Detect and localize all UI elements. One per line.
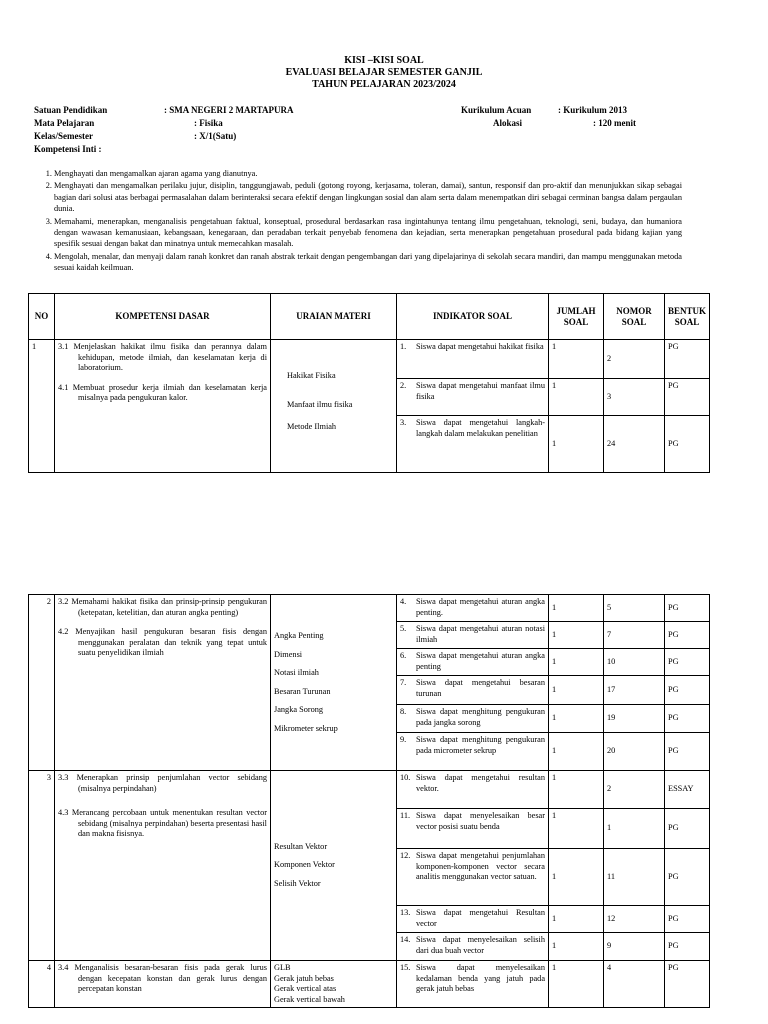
indikator-cell <box>397 676 549 705</box>
materi-item: Mikrometer sekrup <box>274 723 338 733</box>
kd-item: 3.1 Menjelaskan hakikat ilmu fisika dan perannya dalam kehidupan, metode ilmiah, dan keselamatan kerja di laboratorium. <box>58 342 267 372</box>
nomor-cell: 12 <box>604 906 665 933</box>
bentuk-cell: ESSAY <box>665 771 710 809</box>
col-no: NO <box>29 294 55 340</box>
col-nomor-soal: NOMOR SOAL <box>604 294 665 340</box>
mapel-label: Mata Pelajaran <box>34 118 95 128</box>
indikator-cell <box>397 809 549 849</box>
indikator-number: 4. <box>400 597 407 606</box>
indikator-text: Siswa dapat menghitung pengukuran pada jangka sorong <box>416 707 545 727</box>
bentuk-cell: PG <box>665 416 710 473</box>
materi-item: Hakikat Fisika <box>287 371 336 381</box>
materi-item: Angka Penting <box>274 631 324 640</box>
nomor-cell: 19 <box>604 705 665 733</box>
indikator-text: Siswa dapat mengetahui aturan angka penting. <box>416 597 545 617</box>
materi-item: Jangka Sorong <box>274 705 324 714</box>
ki-item: 1. Menghayati dan mengamalkan ajaran agama yang dianutnya. <box>54 168 682 179</box>
materi-item: Besaran Turunan <box>274 686 331 696</box>
indikator-cell <box>397 933 549 961</box>
row-number: 2 <box>29 595 55 771</box>
table-row <box>29 961 710 1008</box>
alokasi-label: Alokasi <box>493 118 523 128</box>
indikator-text: Siswa dapat menyelesaikan kedalaman benda yang jatuh pada gerak jatuh bebas <box>416 963 545 993</box>
jumlah-cell: 1 <box>549 416 604 473</box>
col-kompetensi-dasar: KOMPETENSI DASAR <box>55 294 271 340</box>
kelas-value: : X/1(Satu) <box>194 131 237 141</box>
table-row <box>29 771 710 809</box>
jumlah-cell: 1 <box>549 676 604 705</box>
satuan-label: Satuan Pendidikan <box>34 105 108 115</box>
jumlah-cell: 1 <box>549 622 604 649</box>
nomor-cell: 5 <box>604 595 665 622</box>
nomor-cell: 1 <box>604 809 665 849</box>
indikator-text: Siswa dapat mengetahui resultan vektor. <box>416 773 545 793</box>
indikator-cell <box>397 705 549 733</box>
col-bentuk-soal: BENTUK SOAL <box>665 294 710 340</box>
title-line-3: TAHUN PELAJARAN 2023/2024 <box>312 79 456 90</box>
nomor-cell: 9 <box>604 933 665 961</box>
jumlah-cell: 1 <box>549 379 604 416</box>
jumlah-cell: 1 <box>549 733 604 771</box>
bentuk-cell: PG <box>665 676 710 705</box>
table-row <box>29 340 710 379</box>
indikator-cell <box>397 379 549 416</box>
kd-item: 3.3 Menerapkan prinsip penjumlahan vector sebidang (misalnya perpindahan) <box>58 773 267 793</box>
indikator-number: 12. <box>400 851 411 860</box>
indikator-number: 3. <box>400 418 407 427</box>
indikator-cell <box>397 622 549 649</box>
kompetensi-inti-list <box>34 168 682 275</box>
kisi-table-1 <box>28 293 710 473</box>
col-indikator-soal: INDIKATOR SOAL <box>397 294 549 340</box>
table-row <box>29 595 710 622</box>
materi-item: Dimensi <box>274 649 303 659</box>
kelas-label: Kelas/Semester <box>34 131 93 141</box>
jumlah-cell: 1 <box>549 906 604 933</box>
bentuk-cell: PG <box>665 849 710 906</box>
bentuk-cell: PG <box>665 733 710 771</box>
uraian-materi-cell <box>271 340 397 473</box>
kd-item: 4.2 Menyajikan hasil pengukuran besaran fisis dengan menggunakan peralatan dan teknik yang tepat untuk suatu penyelidikan ilmiah <box>58 627 267 657</box>
indikator-number: 7. <box>400 678 407 687</box>
uraian-materi-cell <box>271 961 397 1008</box>
indikator-cell <box>397 961 549 1008</box>
jumlah-cell: 1 <box>549 705 604 733</box>
indikator-text: Siswa dapat mengetahui Resultan vector <box>416 908 545 928</box>
jumlah-cell: 1 <box>549 649 604 676</box>
alokasi-value: : 120 menit <box>593 118 636 128</box>
indikator-number: 6. <box>400 651 407 660</box>
indikator-number: 5. <box>400 624 407 633</box>
bentuk-cell: PG <box>665 961 710 1008</box>
nomor-cell: 10 <box>604 649 665 676</box>
bentuk-cell: PG <box>665 622 710 649</box>
ki-item: 3. Memahami, menerapkan, menganalisis pengetahuan faktual, konseptual, prosedural berdasarkan rasa ingintahunya tentang ilmu pengetahuan, teknologi, seni, budaya, dan humaniora dengan wawasan kemanusiaan, kebangsaan, kenegaraan, dan peradaban terkait penyebab fenomena dan kejadian, serta menerapkan pengetahuan prosedural pada bidang kajian yang spesifik sesuai dengan bakat dan minatnya untuk memecahkan masalah. <box>54 216 682 250</box>
materi-item: Selisih Vektor <box>274 878 321 888</box>
title-line-2: EVALUASI BELAJAR SEMESTER GANJIL <box>285 67 483 78</box>
bentuk-cell: PG <box>665 595 710 622</box>
materi-item: Komponen Vektor <box>274 860 335 870</box>
kurikulum-value: : Kurikulum 2013 <box>558 105 628 115</box>
indikator-number: 8. <box>400 707 407 716</box>
jumlah-cell: 1 <box>549 771 604 809</box>
indikator-number: 11. <box>400 811 411 820</box>
indikator-number: 9. <box>400 735 407 744</box>
uraian-materi-cell <box>271 771 397 961</box>
nomor-cell: 11 <box>604 849 665 906</box>
indikator-text: Siswa dapat menyelesaikan selisih dari dua buah vector <box>416 935 545 955</box>
document-title <box>0 55 768 91</box>
indikator-text: Siswa dapat mengetahui penjumlahan komponen-komponen vector secara analitis menggunakan vector satuan. <box>416 851 545 881</box>
meta-left <box>34 104 434 154</box>
materi-item: Gerak jatuh bebas <box>274 973 334 983</box>
row-number: 4 <box>29 961 55 1008</box>
table-header-row <box>29 294 710 340</box>
nomor-cell: 2 <box>604 340 665 379</box>
indikator-cell <box>397 416 549 473</box>
kd-item: 3.4 Menganalisis besaran-besaran fisis pada gerak lurus dengan kecepatan konstan dan gerak lurus dengan percepatan konstan <box>58 963 267 993</box>
jumlah-cell: 1 <box>549 595 604 622</box>
indikator-text: Siswa dapat mengetahui besaran turunan <box>416 678 545 698</box>
kd-item: 3.2 Memahami hakikat fisika dan prinsip-prinsip pengukuran (ketepatan, ketelitian, dan aturan angka penting) <box>58 597 267 617</box>
nomor-cell: 24 <box>604 416 665 473</box>
bentuk-cell: PG <box>665 340 710 379</box>
indikator-number: 15. <box>400 963 411 972</box>
indikator-text: Siswa dapat mengetahui hakikat fisika <box>416 342 544 351</box>
mapel-value: : Fisika <box>194 118 223 128</box>
nomor-cell: 7 <box>604 622 665 649</box>
satuan-value: : SMA NEGERI 2 MARTAPURA <box>164 105 294 115</box>
meta-right <box>461 104 711 130</box>
nomor-cell: 17 <box>604 676 665 705</box>
kd-item: 4.3 Merancang percobaan untuk menentukan resultan vector sebidang (misalnya perpindahan) beserta presentasi hasil dan makna fisisnya. <box>58 808 267 838</box>
row-number: 1 <box>29 340 55 473</box>
ki-item: 2. Menghayati dan mengamalkan perilaku jujur, disiplin, tanggungjawab, peduli (gotong royong, kerjasama, toleran, damai), santun, responsif dan pro-aktif dan menunjukkan sikap sebagai bagian dari solusi atas berbagai permasalahan dalam berinteraksi secara efektif dengan lingkungan sosial dan alam serta dalam menempatkan diri sebagai cerminan bangsa dalam pergaulan dunia. <box>54 180 682 214</box>
materi-item: Notasi ilmiah <box>274 668 319 677</box>
indikator-cell <box>397 733 549 771</box>
indikator-cell <box>397 340 549 379</box>
kompetensi-dasar-cell <box>55 340 271 473</box>
jumlah-cell: 1 <box>549 933 604 961</box>
kompetensi-dasar-cell <box>55 771 271 961</box>
indikator-text: Siswa dapat mengetahui aturan notasi ilmiah <box>416 624 545 644</box>
indikator-cell <box>397 595 549 622</box>
indikator-cell <box>397 849 549 906</box>
bentuk-cell: PG <box>665 649 710 676</box>
ki-label: Kompetensi Inti : <box>34 144 102 154</box>
indikator-text: Siswa dapat mengetahui manfaat ilmu fisika <box>416 381 545 401</box>
indikator-cell <box>397 771 549 809</box>
indikator-number: 10. <box>400 773 411 782</box>
bentuk-cell: PG <box>665 809 710 849</box>
jumlah-cell: 1 <box>549 961 604 1008</box>
indikator-text: Siswa dapat menghitung pengukuran pada micrometer sekrup <box>416 735 545 755</box>
indikator-number: 13. <box>400 908 411 917</box>
jumlah-cell: 1 <box>549 809 604 849</box>
kisi-table-2 <box>28 594 710 1008</box>
indikator-number: 14. <box>400 935 411 944</box>
col-jumlah-soal: JUMLAH SOAL <box>549 294 604 340</box>
kurikulum-label: Kurikulum Acuan <box>461 105 532 115</box>
kompetensi-dasar-cell <box>55 595 271 771</box>
materi-item: Manfaat ilmu fisika <box>287 399 353 409</box>
row-number: 3 <box>29 771 55 961</box>
materi-item: GLB <box>274 963 291 972</box>
bentuk-cell: PG <box>665 906 710 933</box>
jumlah-cell: 1 <box>549 340 604 379</box>
kompetensi-dasar-cell <box>55 961 271 1008</box>
indikator-cell <box>397 649 549 676</box>
bentuk-cell: PG <box>665 705 710 733</box>
indikator-number: 1. <box>400 342 407 351</box>
nomor-cell: 2 <box>604 771 665 809</box>
indikator-text: Siswa dapat menyelesaikan besar vector posisi suatu benda <box>416 811 545 831</box>
indikator-text: Siswa dapat mengetahui aturan angka penting <box>416 651 545 671</box>
bentuk-cell: PG <box>665 933 710 961</box>
nomor-cell: 20 <box>604 733 665 771</box>
col-uraian-materi: URAIAN MATERI <box>271 294 397 340</box>
indikator-text: Siswa dapat mengetahui langkah-langkah dalam melakukan penelitian <box>416 418 545 438</box>
nomor-cell: 3 <box>604 379 665 416</box>
materi-item: Resultan Vektor <box>274 841 328 851</box>
materi-item: Gerak vertical bawah <box>274 994 345 1004</box>
indikator-number: 2. <box>400 381 407 390</box>
ki-item: 4. Mengolah, menalar, dan menyaji dalam ranah konkret dan ranah abstrak terkait dengan pengembangan dari yang dipelajarinya di sekolah secara mandiri, dan mampu menggunakan metoda sesuai kaidah keilmuan. <box>54 251 682 274</box>
kd-item: 4.1 Membuat prosedur kerja ilmiah dan keselamatan kerja misalnya pada pengukuran kalor. <box>58 382 267 402</box>
title-line-1: KISI –KISI SOAL <box>344 55 424 66</box>
materi-item: Gerak vertical atas <box>274 984 337 993</box>
jumlah-cell: 1 <box>549 849 604 906</box>
indikator-cell <box>397 906 549 933</box>
nomor-cell: 4 <box>604 961 665 1008</box>
materi-item: Metode Ilmiah <box>287 422 337 432</box>
bentuk-cell: PG <box>665 379 710 416</box>
uraian-materi-cell <box>271 595 397 771</box>
